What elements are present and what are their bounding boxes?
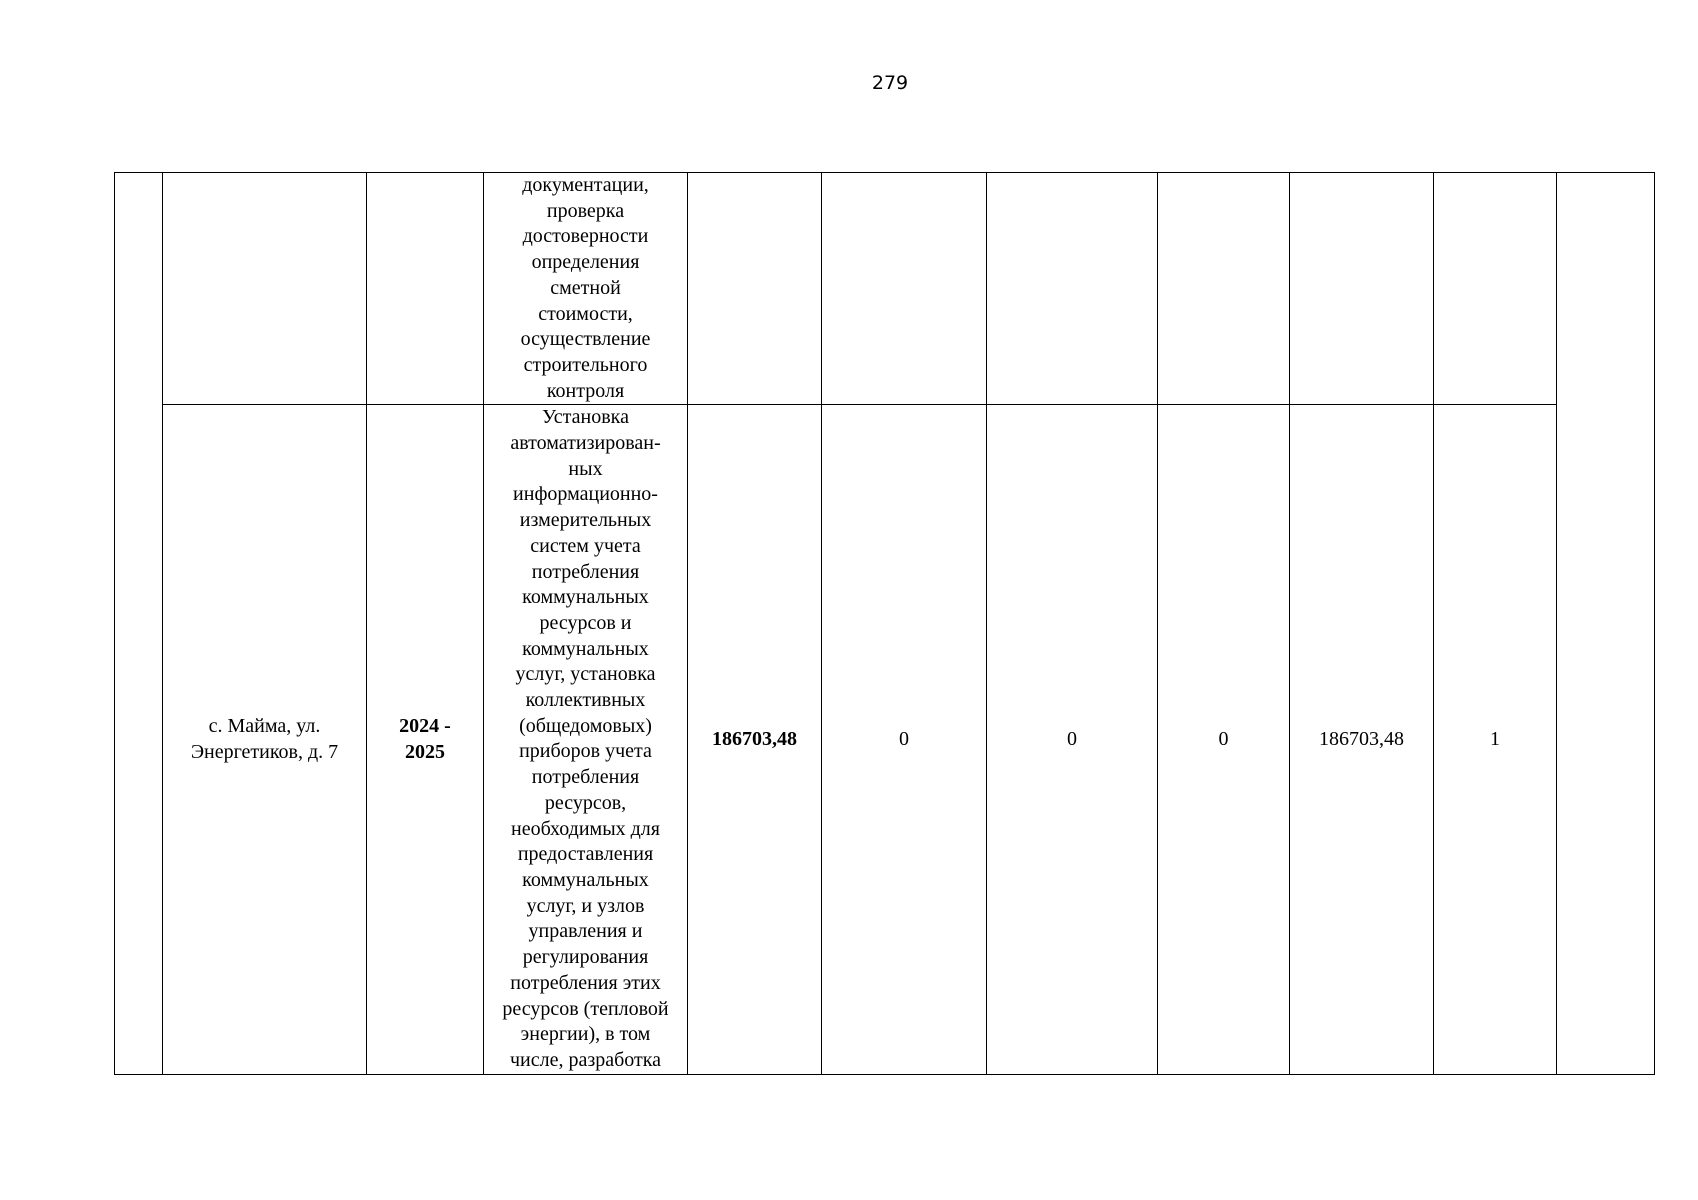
budget-table <box>114 172 1655 1075</box>
last-cell <box>1557 173 1655 1075</box>
table-row <box>115 405 1655 1075</box>
value-cell <box>822 173 987 405</box>
number-cell <box>115 173 163 1075</box>
description-cell: документации, проверка достоверности определения сметной стоимости, осуществление строительного контроля <box>484 173 688 405</box>
value-cell <box>1290 173 1434 405</box>
value-cell: 0 <box>1158 405 1290 1075</box>
total-cell: 186703,48 <box>688 405 822 1075</box>
period-cell <box>367 173 484 405</box>
value-cell <box>1158 173 1290 405</box>
value-cell: 0 <box>822 405 987 1075</box>
table-row <box>115 173 1655 405</box>
value-cell <box>987 173 1158 405</box>
value-cell: 0 <box>987 405 1158 1075</box>
value-cell: 1 <box>1434 405 1557 1075</box>
period-cell: 2024 - 2025 <box>367 405 484 1075</box>
address-cell <box>163 173 367 405</box>
address-cell: с. Майма, ул. Энергетиков, д. 7 <box>163 405 367 1075</box>
description-cell: Установка автоматизирован- ных информационно- измерительных систем учета потребления коммунальных ресурсов и коммунальных услуг, установка коллективных (общедомовых) приборов учета потребления ресурсов, необходимых для предоставления коммунальных услуг, и узлов управления и регулирования потребления этих ресурсов (тепловой энергии), в том числе, разработка <box>484 405 688 1075</box>
page-number: 279 <box>871 72 909 94</box>
total-cell <box>688 173 822 405</box>
value-cell: 186703,48 <box>1290 405 1434 1075</box>
value-cell <box>1434 173 1557 405</box>
